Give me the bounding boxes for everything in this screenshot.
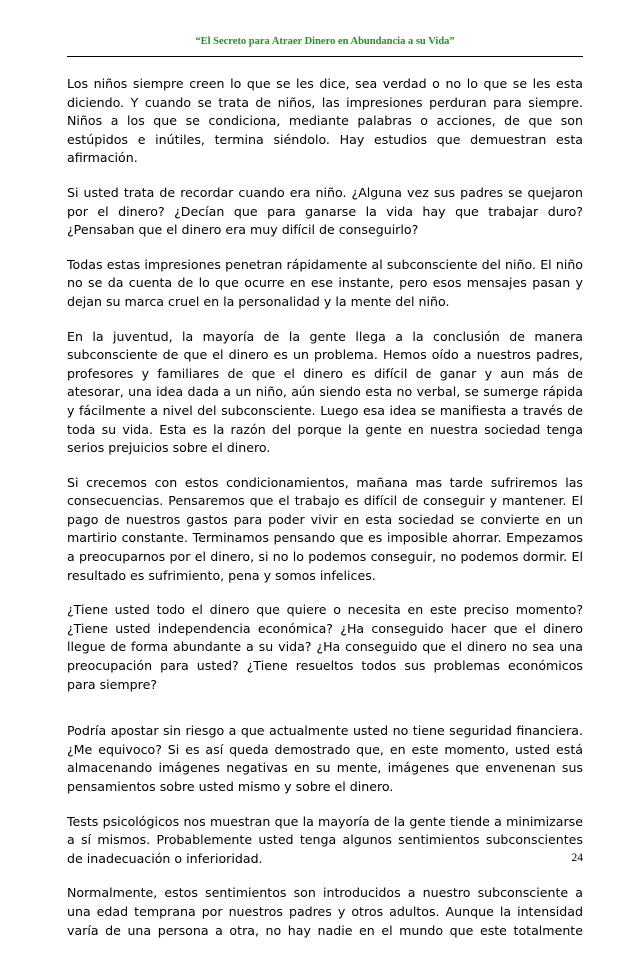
paragraph: Todas estas impresiones penetran rápidamente al subconsciente del niño. El niño no se da cuenta de lo que ocurre en ese instante, pero esos mensajes pasan y dejan su marca cruel en la personalidad y la mente del niño.: [67, 256, 583, 309]
page-number: 24: [571, 852, 583, 864]
paragraph: En la juventud, la mayoría de la gente llega a la conclusión de manera subconsciente de que el dinero es un problema. Hemos oído a nuestros padres, profesores y familiares de que el dinero es difícil de ganar y aun más de atesorar, una idea dada a un niño, aún siendo esta no verbal, se sumerge rápida y fácilmente a nivel del subconsciente. Luego esa idea se manifiesta a través de toda su vida. Esta es la razón del porque la gente en nuestra sociedad tenga serios prejuicios sobre el dinero.: [67, 328, 583, 456]
paragraph: ¿Tiene usted todo el dinero que quiere o necesita en este preciso momento? ¿Tiene usted independencia económica? ¿Ha conseguido hacer que el dinero llegue de forma abundante a su vida? ¿Ha conseguido que el dinero no sea una preocupación para usted? ¿Tiene resueltos todos sus problemas económicos para siempre?: [67, 602, 583, 692]
paragraph: Normalmente, estos sentimientos son introducidos a nuestro subconsciente a una edad temprana por nuestros padres y otros adultos. Aunque la intensidad varía de una persona a otra, no hay nadie en el mundo que este totalmente: [67, 885, 583, 938]
paragraph: Los niños siempre creen lo que se les dice, sea verdad o no lo que se les esta diciendo. Y cuando se trata de niños, las impresiones perduran para siempre. Niños a los que se condiciona, mediante palabras o acciones, de que son estúpidos e inútiles, termina siéndolo. Hay estudios que demuestran esta afirmación.: [67, 76, 583, 166]
paragraph: Tests psicológicos nos muestran que la mayoría de la gente tiende a minimizarse a sí mismos. Probablemente usted tenga algunos sentimientos subconscientes de inadecuación o inferioridad.: [67, 813, 583, 866]
running-header: “El Secreto para Atraer Dinero en Abundancia a su Vida”: [195, 36, 455, 47]
paragraph: Si crecemos con estos condicionamientos, mañana mas tarde sufriremos las consecuencias. Pensaremos que el trabajo es difícil de conseguir y mantener. El pago de nuestros gastos para poder vivir en esta sociedad se convierte en un martirio constante. Terminamos pensando que es imposible ahorrar. Empezamos a preocuparnos por el dinero, si no lo podemos conseguir, no podemos dormir. El resultado es sufrimiento, pena y somos infelices.: [67, 474, 583, 583]
paragraph: Podría apostar sin riesgo a que actualmente usted no tiene seguridad financiera. ¿Me equivoco? Si es así queda demostrado que, en este momento, usted está almacenando imágenes negativas en su mente, imágenes que envenenan sus pensamientos sobre usted mismo y sobre el dinero.: [67, 723, 583, 794]
page-body: [67, 75, 583, 956]
header-divider: [67, 56, 583, 57]
paragraph: Si usted trata de recordar cuando era niño. ¿Alguna vez sus padres se quejaron por el dinero? ¿Decían que para ganarse la vida hay que trabajar duro? ¿Pensaban que el dinero era muy difícil de conseguirlo?: [67, 184, 583, 238]
